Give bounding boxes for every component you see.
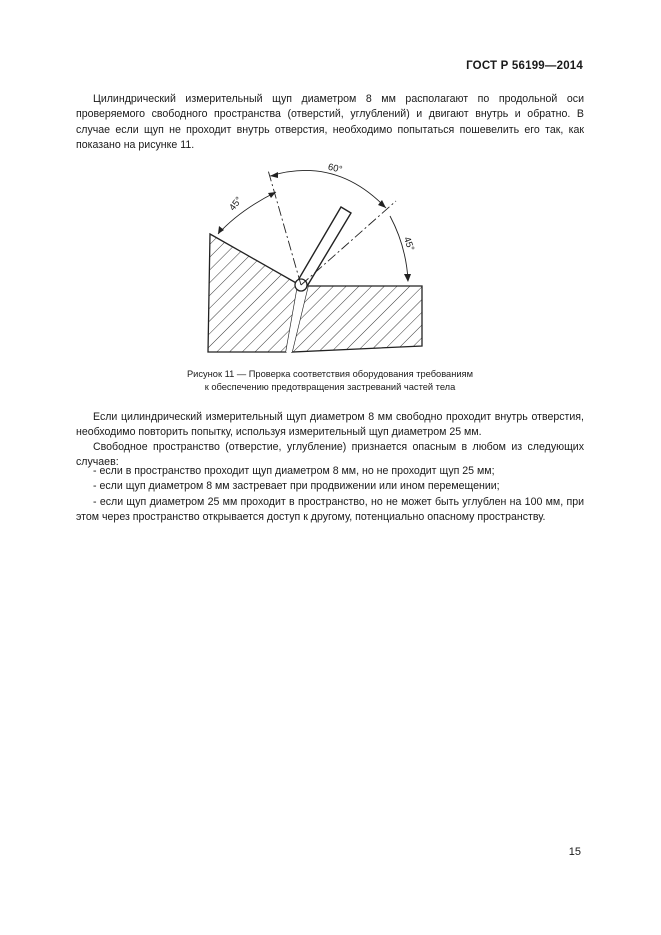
caption-line-1: Рисунок 11 — Проверка соответствия оборудования требованиям	[186, 369, 473, 379]
list-item: - если щуп диаметром 8 мм застревает при продвижении или ином перемещении;	[93, 480, 500, 493]
paragraph-repeat-25mm: Если цилиндрический измерительный щуп диаметром 8 мм свободно проходит внутрь отверстия, необходимо повторить попытку, используя измерительный щуп диаметром 25 мм.	[76, 411, 584, 439]
list-item: - если в пространство проходит щуп диаметром 8 мм, но не проходит щуп 25 мм;	[93, 465, 495, 477]
material-right	[292, 286, 422, 352]
paragraph-probe-placement: Цилиндрический измерительный щуп диаметром 8 мм располагают по продольной оси проверяемого свободного пространства (отверстий, углублений) и двигают внутрь и обратно. В случае если щуп не проходит внутрь отверстия, необходимо попытаться пошевелить его так, как показано на рисунке 11.	[76, 93, 584, 152]
page-number: 15	[568, 846, 581, 858]
figure-caption	[76, 368, 584, 394]
caption-line-2: к обеспечению предотвращения застреваний частей тела	[204, 382, 456, 392]
figure-11-drawing	[196, 156, 436, 356]
document-number: ГОСТ Р 56199—2014	[466, 60, 583, 72]
list-item: - если щуп диаметром 25 мм проходит в пространство, но не может быть углублен на 100 мм, при этом через пространство открывается доступ к другому, потенциально опасному пространству.	[76, 495, 584, 524]
figure-11	[196, 156, 436, 356]
angle-label-right: 45°	[400, 235, 417, 253]
angle-label-left: 45°	[227, 194, 245, 214]
material-left	[208, 234, 298, 352]
angle-label-top: 60°	[326, 161, 344, 176]
paragraph-hazard-cases: Свободное пространство (отверстие, углубление) признается опасным в любом из следующих случаев:	[76, 441, 584, 469]
hazard-conditions-list	[76, 464, 584, 526]
